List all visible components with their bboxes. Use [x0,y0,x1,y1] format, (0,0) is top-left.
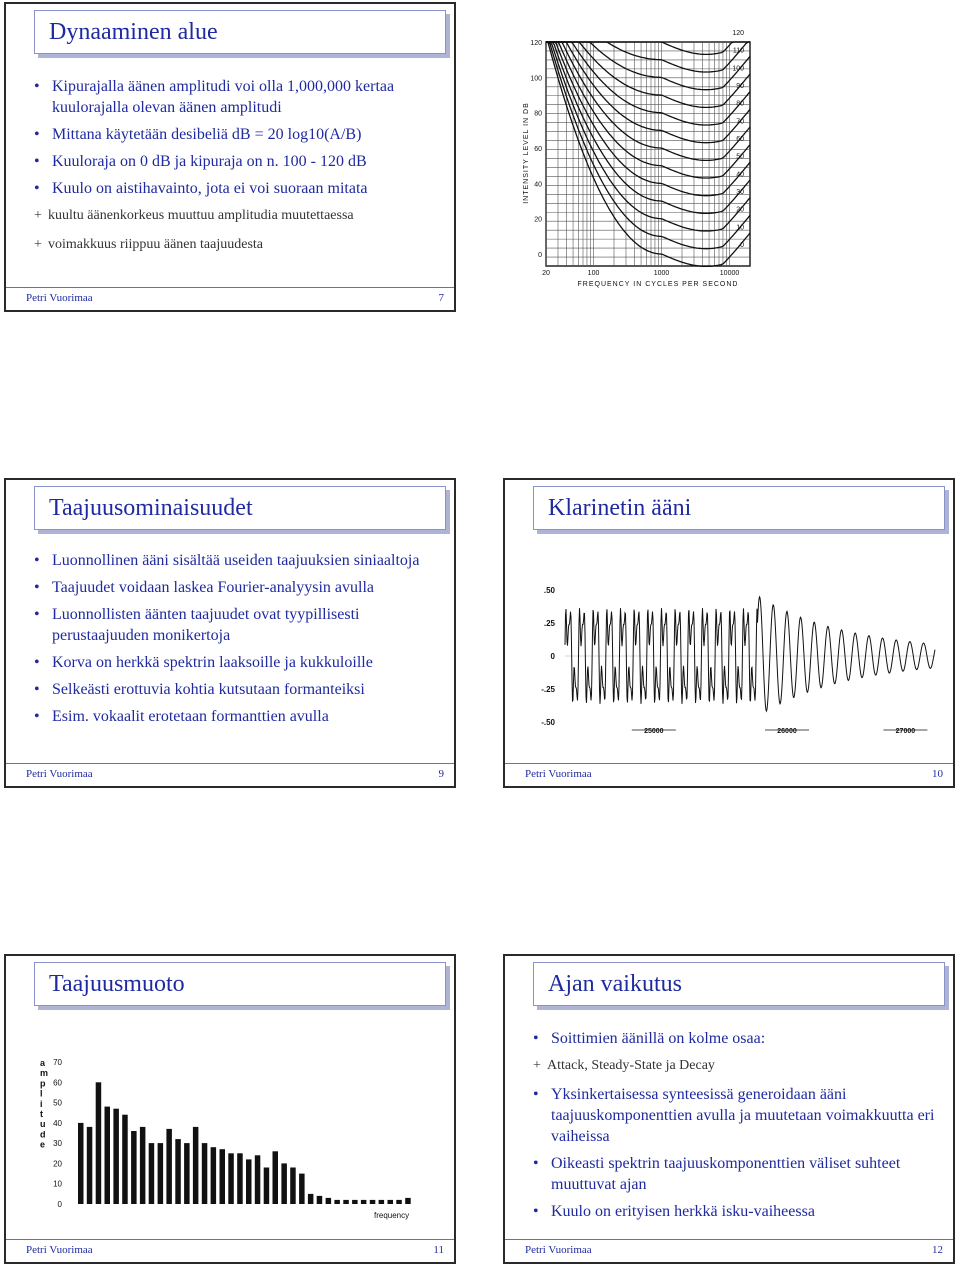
spectrum-bar [131,1131,137,1204]
x-tick-label: 26000 [777,728,797,735]
waveform-line [565,597,935,711]
bullet-list [525,1028,935,1228]
footer-author: Petri Vuorimaa [525,1244,592,1256]
slide-title-box [34,962,446,1006]
bullet-item: • Mittana käytetään desibeliä dB = 20 log10(A/B) [26,124,436,145]
spectrum-bar-chart [34,1052,434,1232]
loudness-contour-figure [508,28,958,318]
spectrum-bar [122,1115,128,1204]
curve-label: 40 [736,171,744,179]
x-axis-label: FREQUENCY IN CYCLES PER SECOND [577,281,739,288]
spectrum-bar [405,1198,411,1204]
spectrum-bar [290,1168,296,1205]
spectrum-bar [96,1082,102,1204]
slide-number: 12 [932,1244,943,1256]
spectrum-bar [308,1194,314,1204]
loudness-curve [546,42,750,178]
x-tick-label: 20 [542,270,550,277]
y-tick-label: 20 [534,216,542,224]
y-tick-label: 80 [534,110,542,118]
spectrum-bar [255,1155,260,1204]
loudness-contour-plot [508,28,958,318]
bullet-item: • Kuuloraja on 0 dB ja kipuraja on n. 100 - 120 dB [26,151,436,172]
bullet-item: • Korva on herkkä spektrin laaksoille ja kukkuloille [26,652,436,673]
y-axis-label-letter: l [40,1088,43,1099]
slide-title: Ajan vaikutus [548,971,682,997]
spectrum-bar [388,1200,394,1204]
curve-label: 120 [732,29,744,37]
sub-bullet-item: + kuultu äänenkorkeus muuttuu amplitudia muutettaessa [26,205,436,226]
y-tick-label: 20 [53,1159,62,1169]
spectrum-bar [202,1143,208,1204]
spectrum-bar [228,1153,234,1204]
clarinet-waveform [525,572,945,742]
y-tick-label: 60 [53,1078,62,1088]
slide-title: Klarinetin ääni [548,495,692,521]
x-tick-label: 27000 [895,728,916,735]
x-axis-label: frequency [374,1211,410,1220]
curve-label: 100 [732,65,744,73]
spectrum-bar [334,1200,340,1204]
slide-9 [4,478,456,788]
y-tick-label: 30 [53,1139,62,1149]
footer-author: Petri Vuorimaa [26,1244,93,1256]
slide-title-box [34,10,446,54]
spectrum-bar [379,1200,385,1204]
spectrum-bar [246,1159,252,1204]
y-tick-label: .25 [543,619,555,628]
spectrum-bar [326,1198,332,1204]
bullet-item: • Oikeasti spektrin taajuuskomponenttien väliset suhteet muuttuvat ajan [525,1153,935,1195]
slide-title-box [533,486,945,530]
slide-title-box [533,962,945,1006]
slide-11 [4,954,456,1264]
slide-title: Taajuusominaisuudet [49,495,253,521]
bullet-item: • Yksinkertaisessa synteesissä generoidaan ääni taajuuskomponenttien avulla ja muutetaan voimakkuutta eri vaiheissa [525,1084,935,1147]
spectrum-bar [184,1143,190,1204]
slide-10 [503,478,955,788]
spectrum-bar [352,1200,358,1204]
spectrum-bar [281,1163,287,1204]
spectrum-bar [317,1196,323,1204]
footer-author: Petri Vuorimaa [26,292,93,304]
spectrum-bar [193,1127,199,1204]
slide-title: Taajuusmuoto [49,971,185,997]
slide-footer [505,763,953,786]
bullet-item: • Soittimien äänillä on kolme osaa: [525,1028,935,1049]
y-axis-label-letter: e [40,1139,46,1150]
y-tick-label: 50 [53,1098,62,1108]
bullet-item: • Luonnollisten äänten taajuudet ovat tyypillisesti perustaajuuden monikertoja [26,604,436,646]
bullet-item: • Kuulo on aistihavainto, jota ei voi suoraan mitata [26,178,436,199]
bullet-item: • Selkeästi erottuvia kohtia kutsutaan formanteiksi [26,679,436,700]
bullet-item: • Luonnollinen ääni sisältää useiden taajuuksien siniaaltoja [26,550,436,571]
y-tick-label: 60 [534,146,542,153]
curve-label: 0 [740,241,744,249]
spectrum-bar [343,1200,349,1204]
spectrum-bar [264,1168,270,1205]
slide-number: 9 [438,768,444,780]
spectrum-bar [273,1151,279,1204]
y-tick-label: -.25 [541,685,555,694]
spectrum-bar [113,1109,119,1204]
bullet-list [26,76,436,263]
slide-number: 11 [433,1244,444,1256]
x-tick-label: 25000 [644,728,664,735]
curve-label: 50 [736,153,744,161]
curve-label: 80 [736,100,744,108]
spectrum-bar [105,1107,111,1204]
y-tick-label: 0 [550,652,555,661]
y-tick-label: -.50 [541,718,555,727]
bullet-item: • Taajuudet voidaan laskea Fourier-analyysin avulla [26,577,436,598]
y-tick-label: 70 [53,1058,62,1067]
bullet-item: • Esim. vokaalit erotetaan formanttien avulla [26,706,436,727]
y-tick-label: 40 [534,181,542,189]
x-tick-label: 1000 [653,270,670,277]
spectrum-bar [370,1200,376,1204]
y-axis-label-letter: d [40,1129,46,1140]
sub-bullet-item: + Attack, Steady-State ja Decay [525,1055,935,1076]
x-tick-label: 100 [587,270,600,277]
slide-footer [6,287,454,310]
slide-12 [503,954,955,1264]
loudness-curve [546,42,750,213]
y-tick-label: .50 [543,586,555,595]
spectrum-bar [78,1123,84,1204]
slide-number: 10 [932,768,943,780]
y-axis-label-letter: i [40,1098,43,1109]
y-tick-label: 0 [57,1200,62,1209]
spectrum-bar [220,1149,226,1204]
bullet-list [26,550,436,733]
y-tick-label: 10 [53,1179,62,1189]
spectrum-bar [237,1153,243,1204]
y-axis-label-letter: a [40,1058,46,1068]
bullet-item: • Kipurajalla äänen amplitudi voi olla 1,000,000 kertaa kuulorajalla olevan äänen amplitudi [26,76,436,118]
y-axis-label-letter: t [40,1109,43,1119]
slide-7 [4,2,456,312]
sub-bullet-item: + voimakkuus riippuu äänen taajuudesta [26,234,436,255]
curve-label: 90 [736,82,744,90]
slide-footer [6,763,454,786]
y-tick-label: 100 [530,75,542,83]
curve-label: 60 [736,135,744,143]
y-axis-label-letter: u [40,1119,46,1130]
loudness-curve [546,42,750,72]
spectrum-bar [361,1200,367,1204]
spectrum-bar [149,1143,155,1204]
y-tick-label: 40 [53,1118,62,1128]
footer-author: Petri Vuorimaa [525,768,592,780]
slide-title-box [34,486,446,530]
curve-label: 110 [732,47,744,55]
y-tick-label: 0 [538,252,542,259]
slide-footer [505,1239,953,1262]
loudness-curve [546,42,750,196]
x-tick-label: 10000 [719,270,740,277]
spectrum-bar [158,1143,164,1204]
slide-title: Dynaaminen alue [49,19,218,45]
spectrum-bar [87,1127,93,1204]
curve-label: 70 [736,118,744,126]
curve-label: 30 [736,188,744,196]
y-axis-label: INTENSITY LEVEL IN DB [523,102,530,204]
y-tick-label: 120 [530,40,542,47]
footer-author: Petri Vuorimaa [26,768,93,780]
slide-number: 7 [438,292,444,304]
y-axis-label-letter: m [40,1068,49,1079]
bullet-item: • Kuulo on erityisen herkkä isku-vaiheessa [525,1201,935,1222]
curve-label: 20 [736,206,744,214]
spectrum-bar [396,1200,402,1204]
spectrum-bar [211,1147,217,1204]
curve-label: 10 [736,224,744,232]
y-axis-label-letter: p [40,1078,46,1089]
spectrum-bar [140,1127,146,1204]
spectrum-bar [299,1174,305,1204]
spectrum-bar [166,1129,172,1204]
loudness-curve [546,42,750,107]
slide-footer [6,1239,454,1262]
spectrum-bar [175,1139,181,1204]
